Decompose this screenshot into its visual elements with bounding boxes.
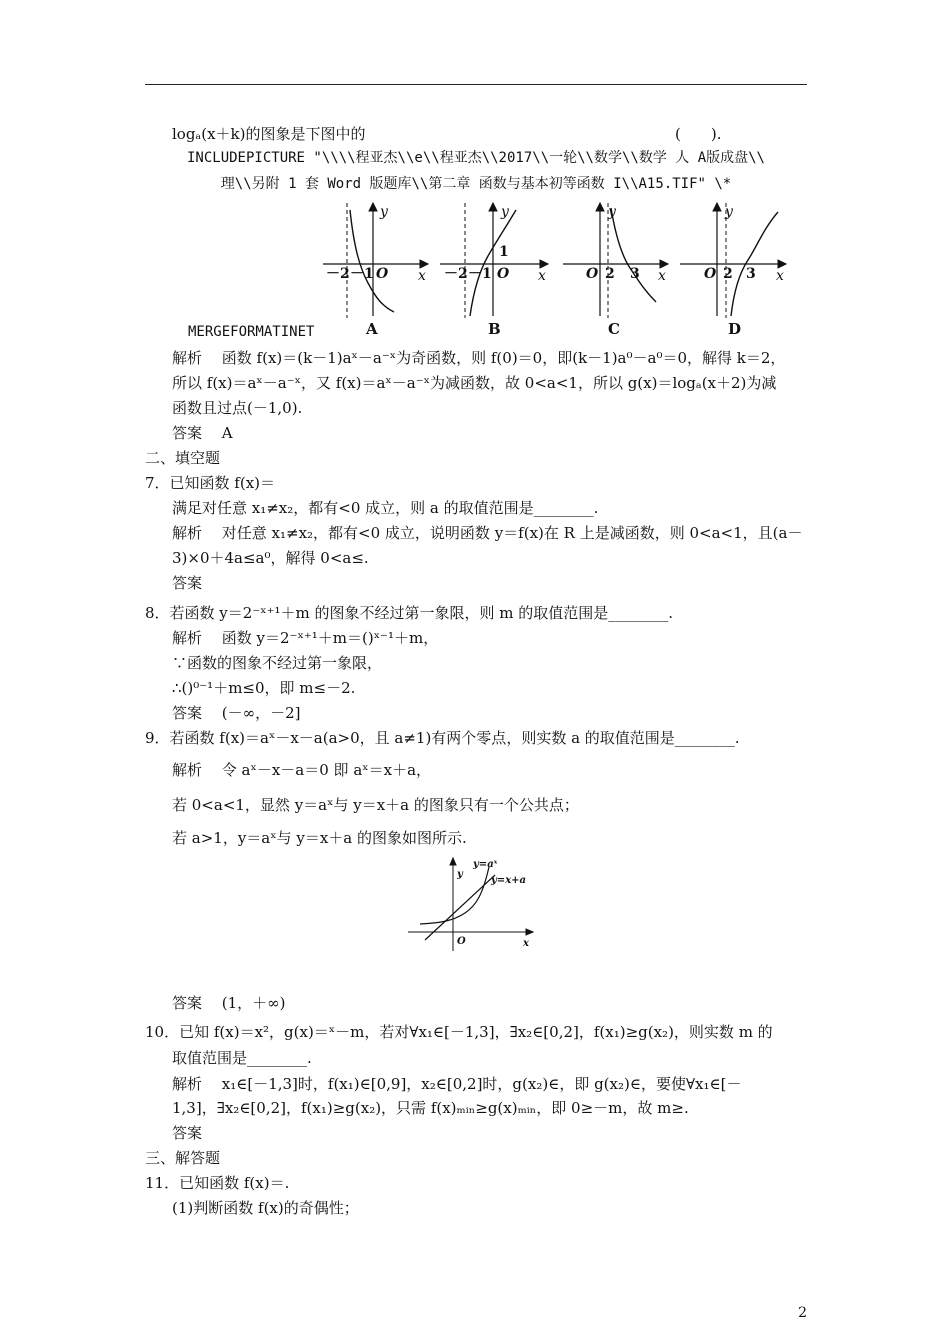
field-code-line: INCLUDEPICTURE "\\\\程亚杰\\e\\程亚杰\\2017\\一轮\\数学\\数学 人 A版成盘\\ xyxy=(186,150,765,166)
graph-d xyxy=(680,203,786,338)
text-line: 满足对任意 x₁≠x₂，都有<0 成立，则 a 的取值范围是________. xyxy=(172,499,599,517)
option-label: D xyxy=(728,320,742,338)
question-line: 8．若函数 y＝2⁻ˣ⁺¹＋m 的图象不经过第一象限，则 m 的取值范围是________. xyxy=(145,604,674,622)
origin-label: O xyxy=(376,266,389,282)
text-line: ∵函数的图象不经过第一象限， xyxy=(172,654,383,672)
question-line: 11．已知函数 f(x)＝. xyxy=(145,1174,290,1192)
intersection-figure xyxy=(405,855,540,955)
text-line: 解析 函数 f(x)＝(k－1)aˣ－a⁻ˣ为奇函数，则 f(0)＝0，即(k－1)a⁰－a⁰＝0，解得 k＝2， xyxy=(172,349,786,367)
tick-label: 1 xyxy=(499,244,509,260)
graph-a xyxy=(323,203,428,338)
tick-label: －2 xyxy=(326,266,350,282)
section-heading: 三、解答题 xyxy=(145,1149,221,1167)
x-axis-label: x xyxy=(658,268,666,284)
question-line: 7．已知函数 f(x)＝ xyxy=(145,474,276,492)
text-line: 解析 令 aˣ－x－a＝0 即 aˣ＝x＋a， xyxy=(172,761,432,779)
tick-label: 2 xyxy=(605,266,615,282)
text-line: 解析 函数 y＝2⁻ˣ⁺¹＋m＝()ˣ⁻¹＋m， xyxy=(172,629,439,647)
answer-line: 答案 (1，＋∞) xyxy=(172,994,286,1012)
text-line: 1,3]，∃x₂∈[0,2]，f(x₁)≥g(x₂)，只需 f(x)ₘᵢₙ≥g(x)ₘᵢₙ，即 0≥－m，故 m≥. xyxy=(172,1099,689,1117)
option-label: A xyxy=(366,320,378,338)
text-line: 函数且过点(－1,0). xyxy=(172,399,303,417)
text-line: 若 0<a<1，显然 y＝aˣ与 y＝x＋a 的图象只有一个公共点； xyxy=(172,796,579,814)
tick-label: －1 xyxy=(350,266,374,282)
answer-line: 答案 A xyxy=(172,424,233,442)
y-axis-label: y xyxy=(380,204,388,220)
tick-label: 3 xyxy=(746,266,756,282)
tick-label: 2 xyxy=(723,266,733,282)
text-line: (1)判断函数 f(x)的奇偶性； xyxy=(172,1199,359,1217)
question-line: 10．已知 f(x)＝x²，g(x)＝ˣ－m，若对∀x₁∈[－1,3]，∃x₂∈[0,2]，f(x₁)≥g(x₂)，则实数 m 的 xyxy=(145,1023,773,1041)
curve-label: y=x+a xyxy=(491,875,527,886)
text-line: 取值范围是________. xyxy=(172,1049,312,1067)
answer-line: 答案 xyxy=(172,574,203,592)
option-graphs xyxy=(318,198,798,338)
y-axis-label: y xyxy=(501,204,509,220)
origin-label: O xyxy=(586,266,599,282)
graph-b xyxy=(440,203,548,338)
tick-label: 3 xyxy=(630,266,640,282)
header-rule xyxy=(145,84,807,85)
text-line: logₐ(x＋k)的图象是下图中的 xyxy=(172,125,366,143)
x-axis-label: x xyxy=(523,938,529,949)
tick-label: －2 xyxy=(444,266,468,282)
x-axis-label: x xyxy=(418,268,426,284)
field-code-line: MERGEFORMATINET xyxy=(188,324,315,340)
field-code-line: 理\\另附 1 套 Word 版题库\\第二章 函数与基本初等函数 I\\A15.TIF" \* xyxy=(220,176,732,192)
option-label: C xyxy=(608,320,620,338)
answer-blank: ( ). xyxy=(675,125,722,143)
section-heading: 二、填空题 xyxy=(145,449,221,467)
y-axis-label: y xyxy=(725,204,733,220)
tick-label: －1 xyxy=(468,266,492,282)
option-label: B xyxy=(488,320,501,338)
y-axis-label: y xyxy=(608,204,616,220)
curve-label: y=aˣ xyxy=(473,859,498,870)
x-axis-label: x xyxy=(538,268,546,284)
page-number: 2 xyxy=(798,1305,807,1321)
question-line: 9．若函数 f(x)＝aˣ－x－a(a>0，且 a≠1)有两个零点，则实数 a 的取值范围是________. xyxy=(145,729,740,747)
origin-label: O xyxy=(704,266,717,282)
origin-label: O xyxy=(457,936,466,947)
answer-line: 答案 xyxy=(172,1124,203,1142)
text-line: 解析 x₁∈[－1,3]时，f(x₁)∈[0,9]，x₂∈[0,2]时，g(x₂)∈，即 g(x₂)∈，要使∀x₁∈[－ xyxy=(172,1075,742,1093)
y-axis-label: y xyxy=(457,869,463,880)
text-line: 所以 f(x)＝aˣ－a⁻ˣ，又 f(x)＝aˣ－a⁻ˣ为减函数，故 0<a<1，所以 g(x)＝logₐ(x＋2)为减 xyxy=(172,374,777,392)
x-axis-label: x xyxy=(776,268,784,284)
origin-label: O xyxy=(497,266,510,282)
text-line: 若 a>1，y＝aˣ与 y＝x＋a 的图象如图所示. xyxy=(172,829,467,847)
graph-c xyxy=(563,203,668,338)
text-line: 解析 对任意 x₁≠x₂，都有<0 成立，说明函数 y＝f(x)在 R 上是减函数，则 0<a<1，且(a－ xyxy=(172,524,803,542)
answer-line: 答案 (－∞，－2] xyxy=(172,704,301,722)
text-line: ∴()⁰⁻¹＋m≤0，即 m≤－2. xyxy=(172,679,356,697)
text-line: 3)×0＋4a≤a⁰，解得 0<a≤. xyxy=(172,549,369,567)
